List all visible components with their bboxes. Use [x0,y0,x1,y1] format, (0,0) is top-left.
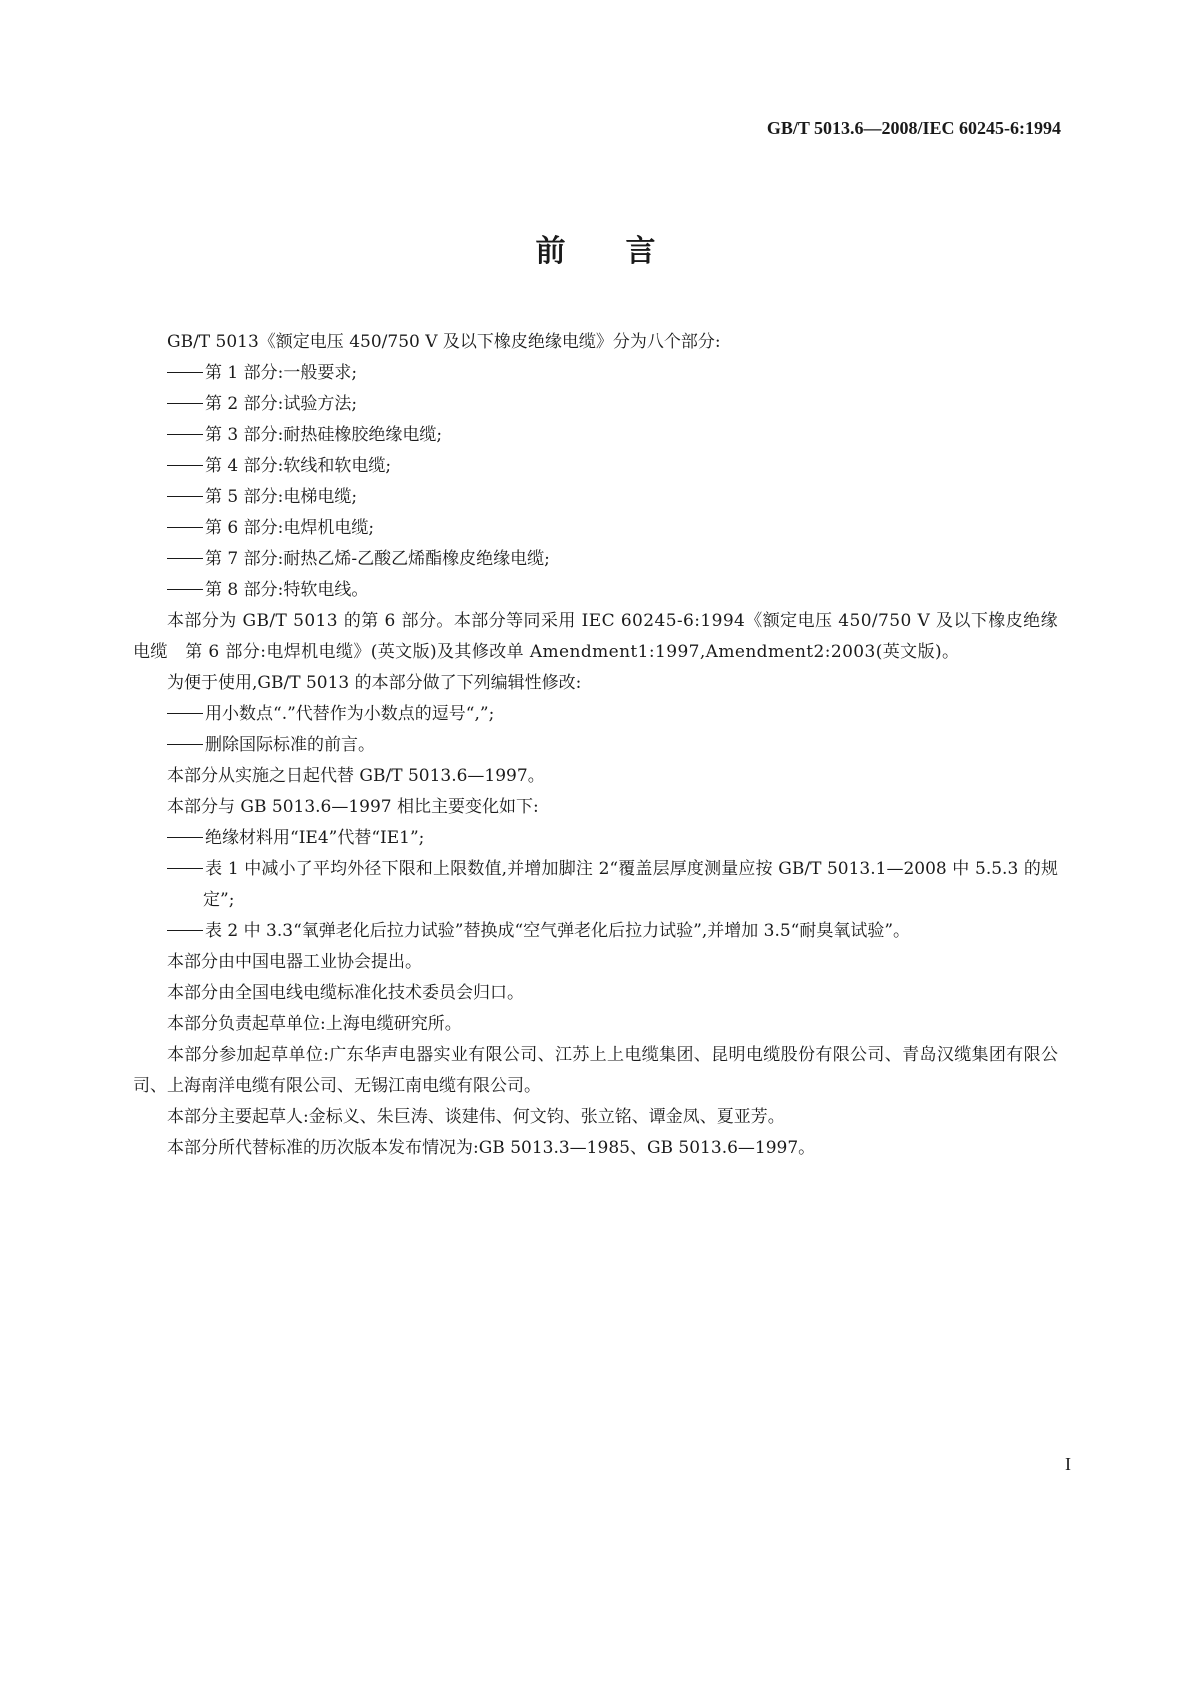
document-body [133,327,1058,1164]
page-number: I [1065,1454,1071,1474]
list-item [133,730,1058,761]
dash-mark [167,465,203,466]
list-item [133,451,1058,482]
list-item-text: 第 3 部分:耐热硅橡胶绝缘电缆; [205,425,443,445]
replaces-paragraph: 本部分从实施之日起代替 GB/T 5013.6—1997。 [167,766,545,786]
list-item [133,823,1058,854]
list-item [133,389,1058,420]
list-item-text: 第 1 部分:一般要求; [205,363,358,383]
dash-mark [167,558,203,559]
list-item-text: 第 6 部分:电焊机电缆; [205,518,375,538]
dash-mark [167,837,203,838]
intro-paragraph: GB/T 5013《额定电压 450/750 V 及以下橡皮绝缘电缆》分为八个部分: [167,332,721,352]
list-item-text: 删除国际标准的前言。 [205,735,375,755]
list-item [133,575,1058,606]
dash-mark [167,589,203,590]
list-item-text: 表 2 中 3.3“氧弹老化后拉力试验”替换成“空气弹老化后拉力试验”,并增加 3.5“耐臭氧试验”。 [205,921,911,941]
adoption-paragraph: 本部分为 GB/T 5013 的第 6 部分。本部分等同采用 IEC 60245-6:1994《额定电压 450/750 V 及以下橡皮绝缘电缆 第 6 部分:电焊机电缆》(英文版)及其修改单 Amendment1:1997,Amendment2:2003(英文版)。 [133,611,1058,662]
list-item [133,482,1058,513]
dash-mark [167,527,203,528]
list-item-text: 第 5 部分:电梯电缆; [205,487,358,507]
list-item [133,513,1058,544]
standard-code-header: GB/T 5013.6—2008/IEC 60245-6:1994 [766,118,1061,138]
list-item-text: 第 7 部分:耐热乙烯-乙酸乙烯酯橡皮绝缘电缆; [205,549,550,569]
participating-units-paragraph: 本部分参加起草单位:广东华声电器实业有限公司、江苏上上电缆集团、昆明电缆股份有限公司、青岛汉缆集团有限公司、上海南洋电缆有限公司、无锡江南电缆有限公司。 [133,1045,1058,1096]
edits-intro-paragraph: 为便于使用,GB/T 5013 的本部分做了下列编辑性修改: [167,673,582,693]
drafting-unit-paragraph: 本部分负责起草单位:上海电缆研究所。 [167,1014,462,1034]
list-item [133,916,1058,947]
dash-mark [167,930,203,931]
changes-intro-paragraph: 本部分与 GB 5013.6—1997 相比主要变化如下: [167,797,539,817]
list-item [133,699,1058,730]
dash-mark [167,372,203,373]
list-item [133,420,1058,451]
proposer-paragraph: 本部分由中国电器工业协会提出。 [167,952,422,972]
list-item [133,544,1058,575]
list-item-text: 表 1 中减小了平均外径下限和上限数值,并增加脚注 2“覆盖层厚度测量应按 GB/T 5013.1—2008 中 5.5.3 的规定”; [203,859,1058,910]
dash-mark [167,744,203,745]
dash-mark [167,868,203,869]
page-title: 前言 [535,234,716,269]
list-item-text: 用小数点“.”代替作为小数点的逗号“,”; [205,704,495,724]
dash-mark [167,496,203,497]
dash-mark [167,434,203,435]
list-item-text: 绝缘材料用“IE4”代替“IE1”; [205,828,425,848]
list-item-text: 第 4 部分:软线和软电缆; [205,456,392,476]
drafters-paragraph: 本部分主要起草人:金标义、朱巨涛、谈建伟、何文钧、张立铭、谭金凤、夏亚芳。 [167,1107,785,1127]
list-item [133,854,1058,916]
history-paragraph: 本部分所代替标准的历次版本发布情况为:GB 5013.3—1985、GB 5013.6—1997。 [167,1138,816,1158]
list-item-text: 第 8 部分:特软电线。 [205,580,369,600]
list-item [133,358,1058,389]
committee-paragraph: 本部分由全国电线电缆标准化技术委员会归口。 [167,983,524,1003]
dash-mark [167,713,203,714]
list-item-text: 第 2 部分:试验方法; [205,394,358,414]
dash-mark [167,403,203,404]
